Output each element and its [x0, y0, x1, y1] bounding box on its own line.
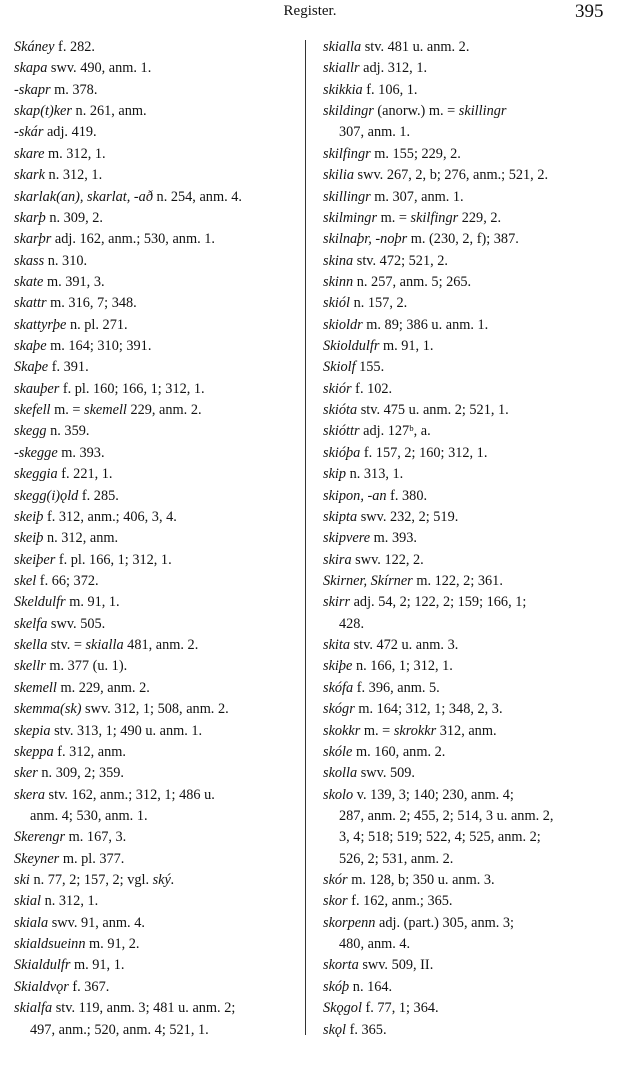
entry-reference: stv. = — [47, 637, 86, 654]
entry-reference: adj. 312, 1. — [359, 60, 428, 77]
headword: skial — [14, 893, 42, 910]
headword: Skiolf — [323, 359, 356, 376]
entry-reference: n. 312, 1. — [44, 167, 103, 184]
register-entry — [323, 977, 615, 998]
entry-reference: adj. 127ᵇ, a. — [359, 423, 431, 440]
register-entry — [14, 891, 306, 912]
headword: -skár — [14, 124, 44, 141]
entry-reference: m. = — [50, 402, 85, 419]
headword: skilfingr — [410, 209, 459, 226]
entry-reference: m. 229, anm. 2. — [56, 679, 150, 696]
entry-reference: m. 164; 312, 1; 348, 2, 3. — [354, 701, 503, 718]
headword: Skerengr — [14, 829, 66, 846]
entry-reference: n. 309, 2; 359. — [37, 765, 125, 782]
register-entry — [14, 550, 306, 571]
register-entry — [14, 507, 306, 528]
headword: skipon, -an — [323, 487, 387, 504]
register-entry — [323, 144, 615, 165]
register-entry — [14, 592, 306, 613]
headword: ski — [14, 872, 30, 889]
headword: skelfa — [14, 615, 48, 632]
register-entry — [14, 977, 306, 998]
entry-reference: n. 254, anm. 4. — [152, 188, 242, 205]
register-entry — [323, 656, 615, 677]
headword: skeggia — [14, 466, 58, 483]
register-entry — [323, 785, 615, 806]
entry-reference: n. 310. — [44, 252, 88, 269]
register-column-left — [14, 37, 306, 1041]
headword: skor — [323, 893, 348, 910]
entry-reference: adj. 162, anm.; 530, anm. 1. — [51, 231, 215, 248]
entry-reference: v. 139, 3; 140; 230, anm. 4; — [353, 786, 514, 803]
entry-reference: m. = — [360, 722, 394, 739]
headword: skolo — [323, 786, 354, 803]
entry-reference: f. 367. — [68, 978, 110, 995]
register-entry-continuation — [14, 806, 306, 827]
register-entry — [14, 656, 306, 677]
headword: skira — [323, 551, 352, 568]
register-entry — [14, 721, 306, 742]
entry-reference: n. 257, anm. 5; 265. — [353, 273, 472, 290]
register-entry — [323, 80, 615, 101]
entry-reference: 287, anm. 2; 455, 2; 514, 3 u. anm. 2, — [339, 807, 554, 824]
entry-reference: n. 312, 1. — [41, 893, 99, 910]
register-entry — [14, 251, 306, 272]
entry-reference: f. 106, 1. — [362, 81, 418, 98]
headword: skeppa — [14, 743, 54, 760]
column-divider — [305, 40, 306, 1035]
entry-reference: stv. 313, 1; 490 u. anm. 1. — [50, 722, 203, 739]
headword: skór — [323, 872, 348, 889]
register-entry — [323, 251, 615, 272]
entry-reference: 155. — [355, 359, 385, 376]
headword: skemell — [14, 679, 57, 696]
entry-reference: m. 128, b; 350 u. anm. 3. — [347, 872, 495, 889]
headword: skilnaþr, -noþr — [323, 231, 408, 248]
headword: skióttr — [323, 423, 360, 440]
entry-reference: 481, anm. 2. — [123, 637, 199, 654]
register-entry — [14, 528, 306, 549]
register-entry — [323, 486, 615, 507]
headword: skipvere — [323, 530, 371, 547]
register-entry — [323, 913, 615, 934]
entry-reference: n. 157, 2. — [350, 295, 408, 312]
headword: Skialdulfr — [14, 957, 71, 974]
register-entry — [14, 315, 306, 336]
entry-reference: adj. 419. — [43, 124, 97, 141]
entry-reference: m. 378. — [50, 81, 98, 98]
headword: skófa — [323, 679, 354, 696]
headword: skrokkr — [393, 722, 437, 739]
register-entry — [14, 699, 306, 720]
register-entry-continuation — [323, 827, 615, 848]
register-entry — [14, 443, 306, 464]
entry-reference: stv. 472 u. anm. 3. — [350, 637, 459, 654]
register-entry — [14, 144, 306, 165]
entry-reference: n. 77, 2; 157, 2; vgl. — [29, 872, 153, 889]
register-entry — [14, 272, 306, 293]
entry-reference: f. 396, anm. 5. — [353, 679, 440, 696]
headword: skildingr — [323, 103, 374, 120]
headword: skǫl — [323, 1021, 347, 1038]
entry-reference: swv. 122, 2. — [351, 551, 424, 568]
headword: sker — [14, 765, 38, 782]
entry-reference: m. 160, anm. 2. — [352, 743, 446, 760]
headword: skipta — [323, 508, 358, 525]
headword: skapa — [14, 60, 48, 77]
register-entry — [14, 678, 306, 699]
headword: skina — [323, 252, 354, 269]
headword: skorta — [323, 957, 359, 974]
entry-reference: n. 359. — [46, 423, 90, 440]
headword: skel — [14, 572, 37, 589]
headword: Skioldulfr — [323, 338, 380, 355]
register-entry — [14, 464, 306, 485]
headword: skap(t)ker — [14, 103, 72, 120]
register-entry — [14, 421, 306, 442]
headword: skilmingr — [323, 209, 378, 226]
headword: skokkr — [323, 722, 361, 739]
entry-reference: m. 316, 7; 348. — [46, 295, 137, 312]
headword: skate — [14, 273, 44, 290]
register-entry — [14, 913, 306, 934]
entry-reference: m. 393. — [57, 444, 105, 461]
entry-reference: 526, 2; 531, anm. 2. — [339, 850, 454, 867]
headword: Skirner, Skírner — [323, 572, 413, 589]
register-entry — [323, 336, 615, 357]
register-entry — [14, 998, 306, 1019]
headword: skemma(sk) — [14, 701, 82, 718]
headword: Skeldulfr — [14, 594, 66, 611]
headword: skarþ — [14, 209, 46, 226]
register-entry — [14, 614, 306, 635]
register-entry — [323, 58, 615, 79]
register-entry — [14, 934, 306, 955]
headword: skeiþer — [14, 551, 56, 568]
register-entry — [14, 187, 306, 208]
headword: skorpenn — [323, 914, 376, 931]
register-entry — [14, 400, 306, 421]
register-entry — [323, 699, 615, 720]
register-entry — [14, 742, 306, 763]
entry-reference: m. pl. 377. — [59, 850, 125, 867]
page-number: 395 — [575, 1, 604, 22]
register-entry — [14, 571, 306, 592]
register-entry — [323, 763, 615, 784]
register-entry — [14, 785, 306, 806]
entry-reference: n. 312, anm. — [43, 530, 119, 547]
headword: skialdsueinn — [14, 936, 86, 953]
register-entry — [323, 293, 615, 314]
entry-reference: m. 155; 229, 2. — [370, 145, 461, 162]
register-entry — [323, 998, 615, 1019]
register-entry — [323, 955, 615, 976]
entry-reference: 428. — [339, 615, 365, 632]
headword: -skegge — [14, 444, 58, 461]
headword: skeiþ — [14, 530, 44, 547]
entry-reference: f. pl. 160; 166, 1; 312, 1. — [59, 380, 205, 397]
entry-reference: m. 307, anm. 1. — [370, 188, 464, 205]
entry-reference: (anorw.) m. = — [373, 103, 459, 120]
headword: skóle — [323, 743, 353, 760]
headword: skolla — [323, 765, 358, 782]
register-entry-continuation — [14, 1020, 306, 1041]
headword: skóþ — [323, 978, 350, 995]
headword: skillingr — [458, 103, 507, 120]
headword: skefell — [14, 402, 51, 419]
entry-reference: n. pl. 271. — [66, 316, 128, 333]
headword: skillingr — [323, 188, 371, 205]
entry-reference: n. 261, anm. — [71, 103, 147, 120]
headword: skegg(i)ǫld — [14, 487, 79, 504]
register-entry — [323, 550, 615, 571]
entry-reference: swv. 91, anm. 4. — [48, 914, 145, 931]
entry-reference: f. 391. — [48, 359, 89, 376]
register-entry — [14, 379, 306, 400]
register-entry — [323, 187, 615, 208]
entry-reference: f. 162, anm.; 365. — [347, 893, 453, 910]
entry-reference: m. 91, 1. — [379, 338, 434, 355]
entry-reference: m. 391, 3. — [43, 273, 105, 290]
headword: skióta — [323, 402, 358, 419]
entry-reference: m. 393. — [370, 530, 417, 547]
register-entry — [14, 101, 306, 122]
register-entry — [14, 336, 306, 357]
headword: skirr — [323, 594, 351, 611]
entry-reference: f. 312, anm.; 406, 3, 4. — [43, 508, 177, 525]
register-entry — [14, 293, 306, 314]
headword: skella — [14, 637, 48, 654]
register-entry — [323, 464, 615, 485]
headword: skemell — [84, 402, 127, 419]
register-entry — [323, 208, 615, 229]
entry-reference: swv. 509. — [357, 765, 416, 782]
register-entry — [323, 592, 615, 613]
entry-reference: f. 77, 1; 364. — [361, 1000, 439, 1017]
entry-reference: stv. 472; 521, 2. — [353, 252, 448, 269]
register-entry — [323, 571, 615, 592]
entry-reference: stv. 481 u. anm. 2. — [361, 39, 470, 55]
headword: Skǫgol — [323, 1000, 362, 1017]
entry-reference: stv. 475 u. anm. 2; 521, 1. — [357, 402, 509, 419]
headword: skiór — [323, 380, 352, 397]
entry-reference: m. (230, 2, f); 387. — [407, 231, 519, 248]
register-entry — [14, 165, 306, 186]
entry-reference: 497, anm.; 520, anm. 4; 521, 1. — [30, 1021, 209, 1038]
register-entry — [323, 101, 615, 122]
headword: skattr — [14, 295, 47, 312]
register-entry-continuation — [323, 849, 615, 870]
entry-reference: m. 91, 1. — [65, 594, 120, 611]
headword: Skaþe — [14, 359, 49, 376]
register-entry — [323, 528, 615, 549]
headword: ský. — [152, 872, 175, 889]
register-entry — [14, 122, 306, 143]
headword: skiala — [14, 914, 49, 931]
register-entry — [323, 443, 615, 464]
entry-reference: stv. 162, anm.; 312, 1; 486 u. — [44, 786, 215, 803]
register-entry — [323, 229, 615, 250]
register-entry — [323, 678, 615, 699]
entry-reference: f. 380. — [386, 487, 428, 504]
headword: skattyrþe — [14, 316, 67, 333]
entry-reference: anm. 4; 530, anm. 1. — [30, 807, 148, 824]
entry-reference: n. 164. — [349, 978, 393, 995]
register-entry-continuation — [323, 806, 615, 827]
register-entry — [323, 421, 615, 442]
headword: skip — [323, 466, 347, 483]
headword: skógr — [323, 701, 355, 718]
entry-reference: 3, 4; 518; 519; 522, 4; 525, anm. 2; — [339, 829, 541, 846]
register-entry — [14, 229, 306, 250]
entry-reference: f. 157, 2; 160; 312, 1. — [360, 444, 488, 461]
headword: skita — [323, 637, 351, 654]
headword: skiól — [323, 295, 351, 312]
register-entry — [323, 272, 615, 293]
entry-reference: m. 89; 386 u. anm. 1. — [362, 316, 489, 333]
headword: skeiþ — [14, 508, 44, 525]
entry-reference: f. 365. — [346, 1021, 387, 1038]
headword: skialfa — [14, 1000, 53, 1017]
register-entry — [14, 37, 306, 58]
register-entry — [323, 37, 615, 58]
headword: skepia — [14, 722, 51, 739]
register-entry — [14, 870, 306, 891]
register-entry — [14, 58, 306, 79]
headword: -skapr — [14, 81, 51, 98]
register-entry — [323, 379, 615, 400]
register-entry — [323, 165, 615, 186]
entry-reference: swv. 509, II. — [358, 957, 434, 974]
register-entry — [323, 400, 615, 421]
headword: skióþa — [323, 444, 361, 461]
headword: skioldr — [323, 316, 363, 333]
headword: Skialdvǫr — [14, 978, 69, 995]
register-entry — [14, 208, 306, 229]
entry-reference: 229, anm. 2. — [126, 402, 202, 419]
register-entry — [323, 635, 615, 656]
entry-reference: m. 164; 310; 391. — [46, 338, 152, 355]
headword: skiallr — [323, 60, 360, 77]
headword: skare — [14, 145, 45, 162]
entry-reference: swv. 267, 2, b; 276, anm.; 521, 2. — [353, 167, 549, 184]
headword: skiþe — [323, 658, 353, 675]
entry-reference: n. 166, 1; 312, 1. — [352, 658, 453, 675]
register-entry — [323, 742, 615, 763]
register-entry — [323, 721, 615, 742]
entry-reference: m. 377 (u. 1). — [45, 658, 128, 675]
entry-reference: f. 285. — [78, 487, 119, 504]
headword: skarlak(an), skarlat, -að — [14, 188, 153, 205]
headword: skaþe — [14, 338, 47, 355]
entry-reference: swv. 232, 2; 519. — [357, 508, 459, 525]
entry-reference: m. 122, 2; 361. — [412, 572, 503, 589]
entry-reference: m. 91, 2. — [85, 936, 140, 953]
register-entry — [323, 357, 615, 378]
register-entry — [14, 763, 306, 784]
headword: skellr — [14, 658, 46, 675]
headword: skialla — [85, 637, 124, 654]
entry-reference: f. 66; 372. — [36, 572, 99, 589]
entry-reference: swv. 490, anm. 1. — [47, 60, 152, 77]
entry-reference: m. = — [377, 209, 411, 226]
register-entry — [14, 80, 306, 101]
entry-reference: f. 282. — [54, 39, 95, 55]
entry-reference: stv. 119, anm. 3; 481 u. anm. 2; — [52, 1000, 236, 1017]
register-entry-continuation — [323, 934, 615, 955]
headword: skass — [14, 252, 45, 269]
register-entry — [323, 315, 615, 336]
entry-reference: n. 313, 1. — [346, 466, 404, 483]
headword: skinn — [323, 273, 354, 290]
entry-reference: 229, 2. — [458, 209, 502, 226]
register-entry — [14, 357, 306, 378]
headword: skark — [14, 167, 45, 184]
headword: skikkia — [323, 81, 363, 98]
entry-reference: m. 312, 1. — [44, 145, 106, 162]
entry-reference: n. 309, 2. — [45, 209, 103, 226]
register-entry — [14, 849, 306, 870]
running-header: Register. — [283, 3, 337, 19]
register-entry — [323, 870, 615, 891]
register-entry — [323, 507, 615, 528]
entry-reference: m. 91, 1. — [70, 957, 125, 974]
entry-reference: f. 102. — [351, 380, 393, 397]
headword: skialla — [323, 39, 362, 55]
register-entry-continuation — [323, 122, 615, 143]
register-entry — [14, 635, 306, 656]
entry-reference: f. 312, anm. — [53, 743, 126, 760]
headword: skera — [14, 786, 45, 803]
headword: skarþr — [14, 231, 52, 248]
entry-reference: swv. 312, 1; 508, anm. 2. — [81, 701, 229, 718]
register-entry — [14, 486, 306, 507]
headword: skilfingr — [323, 145, 371, 162]
headword: skauþer — [14, 380, 60, 397]
entry-reference: m. 167, 3. — [65, 829, 127, 846]
entry-reference: f. pl. 166, 1; 312, 1. — [55, 551, 172, 568]
entry-reference: swv. 505. — [47, 615, 106, 632]
entry-reference: adj. 54, 2; 122, 2; 159; 166, 1; — [350, 594, 527, 611]
headword: Skáney — [14, 39, 55, 55]
register-entry — [14, 955, 306, 976]
headword: skegg — [14, 423, 47, 440]
entry-reference: 312, anm. — [436, 722, 497, 739]
register-entry — [323, 891, 615, 912]
register-entry-continuation — [323, 614, 615, 635]
entry-reference: f. 221, 1. — [57, 466, 113, 483]
entry-reference: 307, anm. 1. — [339, 124, 411, 141]
register-entry — [323, 1020, 615, 1041]
register-entry — [14, 827, 306, 848]
entry-reference: adj. (part.) 305, anm. 3; — [375, 914, 514, 931]
register-column-right — [323, 37, 615, 1041]
headword: Skeyner — [14, 850, 60, 867]
headword: skilia — [323, 167, 354, 184]
entry-reference: 480, anm. 4. — [339, 936, 411, 953]
